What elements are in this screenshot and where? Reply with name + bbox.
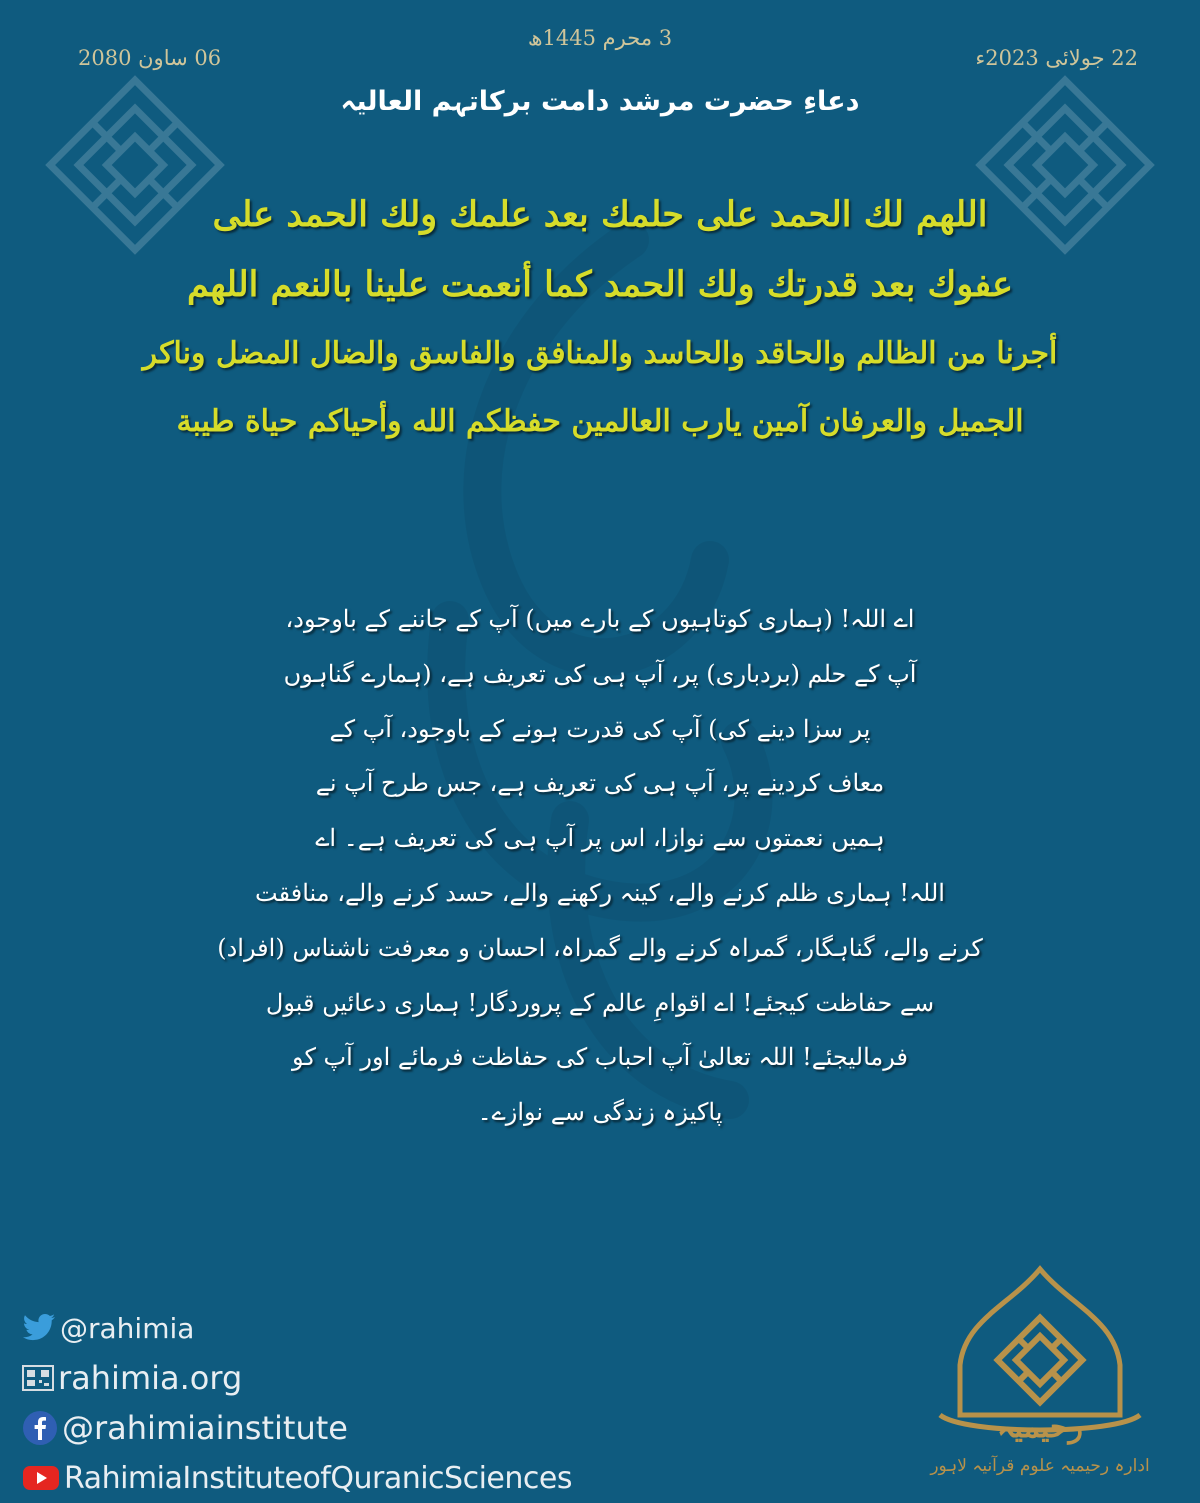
urdu-translation-line: ہمیں نعمتوں سے نوازا، اس پر آپ ہی کی تعریف ہے۔ اے xyxy=(315,824,885,853)
facebook-icon xyxy=(22,1410,58,1446)
arabic-dua xyxy=(60,180,1140,456)
urdu-translation xyxy=(160,592,1040,1140)
facebook-link[interactable] xyxy=(22,1403,662,1453)
vikram-date: 06 ساون 2080 xyxy=(78,46,222,70)
website-url: rahimia.org xyxy=(58,1359,243,1397)
arabic-dua-line: أجرنا من الظالم والحاقد والحاسد والمنافق والفاسق والضال المضل وناكر xyxy=(142,336,1058,371)
hijri-date: 3 محرم 1445ھ xyxy=(527,26,673,50)
facebook-handle: @rahimiainstitute xyxy=(62,1409,348,1447)
urdu-translation-line: فرمالیجئے! اللہ تعالیٰ آپ احباب کی حفاظت فرمائے اور آپ کو xyxy=(292,1043,908,1072)
logo-subtitle: ادارہ رحیمیہ علوم قرآنیہ لاہور xyxy=(930,1456,1150,1476)
youtube-icon xyxy=(22,1464,60,1492)
twitter-handle: @rahimia xyxy=(60,1311,195,1345)
arabic-dua-line: الجميل والعرفان آمين يارب العالمين حفظكم الله وأحياكم حياة طيبة xyxy=(176,404,1024,439)
website-link[interactable] xyxy=(22,1353,662,1403)
rahimia-institute-logo xyxy=(905,1265,1175,1485)
urdu-translation-line: معاف کردینے پر، آپ ہی کی تعریف ہے، جس طرح آپ نے xyxy=(315,769,885,798)
twitter-icon xyxy=(22,1313,56,1343)
arabic-dua-line: اللهم لك الحمد على حلمك بعد علمك ولك الحمد على xyxy=(212,194,988,235)
urdu-translation-line: آپ کے حلم (بردباری) پر، آپ ہی کی تعریف ہے، (ہمارے گناہوں xyxy=(283,659,917,688)
urdu-translation-line: اے اللہ! (ہماری کوتاہیوں کے بارے میں) آپ کے جاننے کے باوجود، xyxy=(285,605,915,633)
urdu-translation-line: کرنے والے، گناہگار، گمراہ کرنے والے گمراہ، احسان و معرفت ناشناس (افراد) xyxy=(217,933,983,962)
urdu-translation-line: سے حفاظت کیجئے! اے اقوامِ عالم کے پروردگار! ہماری دعائیں قبول xyxy=(265,988,935,1017)
youtube-link[interactable] xyxy=(22,1453,662,1503)
urdu-translation-line: اللہ! ہماری ظلم کرنے والے، کینہ رکھنے والے، حسد کرنے والے، منافقت xyxy=(255,878,945,907)
gregorian-date: 22 جولائی 2023ء xyxy=(975,46,1138,70)
website-qr-icon xyxy=(22,1365,54,1391)
urdu-translation-line: پاکیزہ زندگی سے نوازے۔ xyxy=(477,1098,723,1127)
social-links xyxy=(22,1303,662,1503)
twitter-link[interactable] xyxy=(22,1303,662,1353)
page-title: دعاءِ حضرت مرشد دامت برکاتہم العالیہ xyxy=(340,86,860,117)
urdu-translation-line: پر سزا دینے کی) آپ کی قدرت ہونے کے باوجود، آپ کے xyxy=(329,714,871,743)
arabic-dua-line: عفوك بعد قدرتك ولك الحمد كما أنعمت علينا بالنعم اللهم xyxy=(186,264,1014,305)
youtube-channel: RahimiaInstituteofQuranicSciences xyxy=(64,1460,572,1496)
logo-name: رحیمیہ xyxy=(996,1410,1084,1445)
